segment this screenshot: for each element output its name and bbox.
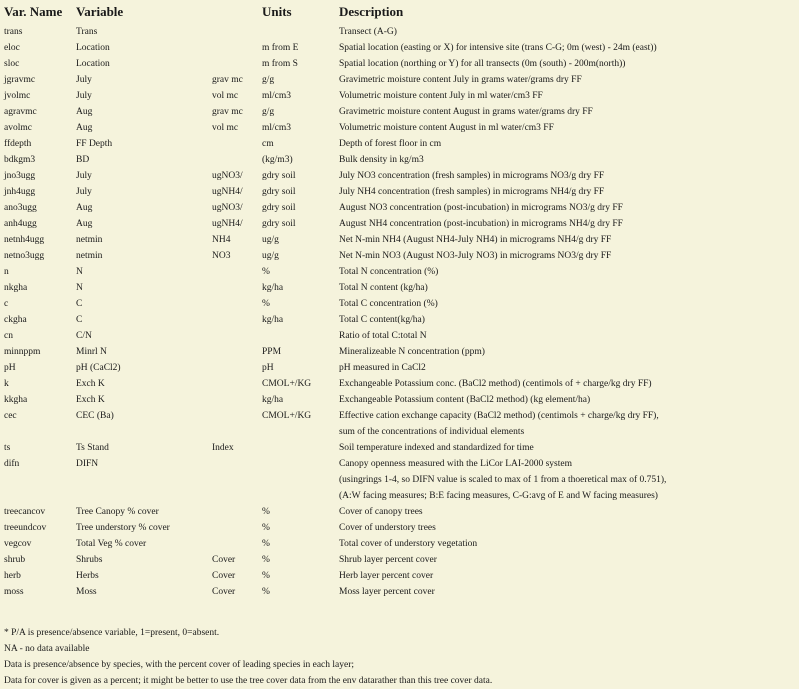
table-row <box>0 88 799 104</box>
description-cell: Total N content (kg/ha) <box>339 283 428 293</box>
table-row <box>0 24 799 40</box>
var-name-cell: agravmc <box>4 107 37 117</box>
description-cell: Cover of canopy trees <box>339 507 423 517</box>
var-name-cell: ffdepth <box>4 139 32 149</box>
units-cell: ug/g <box>262 235 279 245</box>
units-cell: % <box>262 299 270 309</box>
sub-label-cell: ugNO3/ <box>212 203 243 213</box>
description-cell: Shrub layer percent cover <box>339 555 437 565</box>
variable-cell: C/N <box>76 331 92 341</box>
header-description: Description <box>339 4 404 19</box>
var-name-cell: nkgha <box>4 283 28 293</box>
units-cell: cm <box>262 139 274 149</box>
sub-label-cell: vol mc <box>212 91 239 101</box>
table-row <box>0 584 799 600</box>
description-cell: July NO3 concentration (fresh samples) in micrograms NO3/g dry FF <box>339 171 605 181</box>
table-row <box>0 248 799 264</box>
sub-label-cell: ugNO3/ <box>212 171 243 181</box>
description-cell: Volumetric moisture content August in ml water/cm3 FF <box>339 123 554 133</box>
var-name-cell: pH <box>4 363 16 373</box>
var-name-cell: vegcov <box>4 539 32 549</box>
description-cell: sum of the concentrations of individual elements <box>339 427 525 437</box>
variable-cell: Aug <box>76 203 93 213</box>
variable-cell: N <box>76 283 83 293</box>
table-row <box>0 360 799 376</box>
description-cell: Gravimetric moisture content July in grams water/grams dry FF <box>339 75 582 85</box>
sub-label-cell: Cover <box>212 571 236 581</box>
var-name-cell: avolmc <box>4 123 32 133</box>
description-cell: July NH4 concentration (fresh samples) in micrograms NH4/g dry FF <box>339 187 605 197</box>
sub-label-cell: ugNH4/ <box>212 219 243 229</box>
description-cell: Total cover of understory vegetation <box>339 539 478 549</box>
var-name-cell: jno3ugg <box>4 171 36 181</box>
table-row <box>0 472 799 488</box>
description-cell: Volumetric moisture content July in ml water/cm3 FF <box>339 91 543 101</box>
variable-cell: Trans <box>76 27 98 37</box>
description-cell: pH measured in CaCl2 <box>339 363 426 373</box>
table-row <box>0 120 799 136</box>
var-name-cell: jgravmc <box>4 75 36 85</box>
units-cell: ml/cm3 <box>262 91 292 101</box>
sub-label-cell: Index <box>212 443 234 453</box>
variable-cell: Minrl N <box>76 347 107 357</box>
var-name-cell: difn <box>4 459 20 469</box>
description-cell: Spatial location (northing or Y) for all transects (0m (south) - 200m(north)) <box>339 59 626 69</box>
var-name-cell: ano3ugg <box>4 203 37 213</box>
table-row <box>0 40 799 56</box>
units-cell: CMOL+/KG <box>262 379 312 389</box>
units-cell: % <box>262 267 270 277</box>
var-name-cell: jvolmc <box>4 91 31 101</box>
table-row <box>0 136 799 152</box>
variable-cell: FF Depth <box>76 139 113 149</box>
table-row <box>0 296 799 312</box>
description-cell: Net N-min NO3 (August NO3-July NO3) in micrograms NO3/g dry FF <box>339 251 612 261</box>
units-cell: kg/ha <box>262 283 284 293</box>
description-cell: Gravimetric moisture content August in grams water/grams dry FF <box>339 107 593 117</box>
units-cell: ug/g <box>262 251 279 261</box>
var-name-cell: treecancov <box>4 507 46 517</box>
variable-cell: BD <box>76 155 90 165</box>
variable-cell: CEC (Ba) <box>76 411 114 421</box>
table-row <box>0 488 799 504</box>
variable-cell: pH (CaCl2) <box>76 363 121 373</box>
units-cell: PPM <box>262 347 282 357</box>
variable-cell: Aug <box>76 107 93 117</box>
variable-cell: Exch K <box>76 379 105 389</box>
variable-cell: Aug <box>76 123 93 133</box>
units-cell: % <box>262 555 270 565</box>
var-name-cell: n <box>4 267 9 277</box>
units-cell: m from S <box>262 59 298 69</box>
table-row <box>0 376 799 392</box>
description-cell: (A:W facing measures; B:E facing measures, C-G:avg of E and W facing measures) <box>339 491 658 501</box>
footnotes <box>4 625 492 689</box>
table-row <box>0 168 799 184</box>
sub-label-cell: vol mc <box>212 123 239 133</box>
sub-label-cell: Cover <box>212 555 236 565</box>
table-row <box>0 280 799 296</box>
description-cell: Net N-min NH4 (August NH4-July NH4) in micrograms NH4/g dry FF <box>339 235 612 245</box>
table-row <box>0 344 799 360</box>
description-cell: Mineralizeable N concentration (ppm) <box>339 347 485 357</box>
table-row <box>0 328 799 344</box>
table-row <box>0 200 799 216</box>
description-cell: Canopy openness measured with the LiCor LAI-2000 system <box>339 459 572 469</box>
var-name-cell: cn <box>4 331 13 341</box>
variable-cell: netmin <box>76 235 103 245</box>
header-variable: Variable <box>76 4 124 19</box>
description-cell: Spatial location (easting or X) for intensive site (trans C-G; 0m (west) - 24m (east)) <box>339 43 657 53</box>
units-cell: gdry soil <box>262 203 296 213</box>
description-cell: Depth of forest floor in cm <box>339 139 442 149</box>
units-cell: (kg/m3) <box>262 155 293 165</box>
units-cell: % <box>262 523 270 533</box>
description-cell: August NO3 concentration (post-incubation) in micrograms NO3/g dry FF <box>339 203 623 213</box>
description-cell: Cover of understory trees <box>339 523 436 533</box>
variable-cell: Tree understory % cover <box>76 523 170 533</box>
units-cell: ml/cm3 <box>262 123 292 133</box>
description-cell: Total C content(kg/ha) <box>339 315 425 325</box>
table-row <box>0 184 799 200</box>
description-cell: Exchangeable Potassium conc. (BaCl2 method) (centimols of + charge/kg dry FF) <box>339 379 652 389</box>
description-cell: Soil temperature indexed and standardized for time <box>339 443 534 453</box>
description-cell: Transect (A-G) <box>339 27 397 37</box>
description-cell: Moss layer percent cover <box>339 587 435 597</box>
units-cell: kg/ha <box>262 395 284 405</box>
variable-cell: Moss <box>76 587 97 597</box>
table-row <box>0 56 799 72</box>
variable-cell: netmin <box>76 251 103 261</box>
description-cell: Herb layer percent cover <box>339 571 434 581</box>
var-name-cell: netnh4ugg <box>4 235 45 245</box>
footnote-line: Data is presence/absence by species, with the percent cover of leading species in each layer; <box>4 660 355 670</box>
variable-cell: DIFN <box>76 459 99 469</box>
table-row <box>0 568 799 584</box>
units-cell: CMOL+/KG <box>262 411 312 421</box>
table-row <box>0 232 799 248</box>
var-name-cell: minnppm <box>4 347 41 357</box>
description-cell: August NH4 concentration (post-incubation) in micrograms NH4/g dry FF <box>339 219 623 229</box>
variable-cell: Location <box>76 43 110 53</box>
variable-cell: Location <box>76 59 110 69</box>
table-row <box>0 408 799 424</box>
table-row <box>0 72 799 88</box>
units-cell: % <box>262 507 270 517</box>
units-cell: % <box>262 571 270 581</box>
variable-cell: Shrubs <box>76 555 103 565</box>
var-name-cell: eloc <box>4 43 20 53</box>
units-cell: % <box>262 539 270 549</box>
description-cell: Total N concentration (%) <box>339 267 439 277</box>
var-name-cell: moss <box>4 587 24 597</box>
var-name-cell: bdkgm3 <box>4 155 36 165</box>
table-row <box>0 216 799 232</box>
var-name-cell: herb <box>4 571 21 581</box>
variable-cell: C <box>76 299 83 309</box>
sub-label-cell: grav mc <box>212 75 243 85</box>
variable-cell: Herbs <box>76 571 99 581</box>
table-row <box>0 312 799 328</box>
variable-cell: C <box>76 315 83 325</box>
units-cell: % <box>262 587 270 597</box>
table-row <box>0 392 799 408</box>
variable-cell: July <box>76 171 92 181</box>
footnote-line: NA - no data available <box>4 644 90 654</box>
description-cell: (usingrings 1-4, so DIFN value is scaled to max of 1 from a thoeretical max of 0.751), <box>339 475 667 485</box>
header-var-name: Var. Name <box>4 4 63 19</box>
variable-cell: July <box>76 91 92 101</box>
table-row <box>0 424 799 440</box>
description-cell: Ratio of total C:total N <box>339 331 427 341</box>
var-name-cell: k <box>4 379 9 389</box>
var-name-cell: c <box>4 299 9 309</box>
variable-cell: July <box>76 75 92 85</box>
var-name-cell: cec <box>4 411 17 421</box>
variable-cell: Exch K <box>76 395 105 405</box>
description-cell: Effective cation exchange capacity (BaCl2 method) (centimols + charge/kg dry FF), <box>339 411 659 421</box>
var-name-cell: trans <box>4 27 23 37</box>
sub-label-cell: Cover <box>212 587 236 597</box>
var-name-cell: shrub <box>4 555 26 565</box>
footnote-line: Data for cover is given as a percent; it might be better to use the tree cover data from the env datarather than this tree cover data. <box>4 676 493 686</box>
variable-cell: Ts Stand <box>76 443 109 453</box>
units-cell: gdry soil <box>262 219 296 229</box>
description-cell: Bulk density in kg/m3 <box>339 155 424 165</box>
table-row <box>0 456 799 472</box>
description-cell: Exchangeable Potassium content (BaCl2 method) (kg element/ha) <box>339 395 591 405</box>
variable-cell: Tree Canopy % cover <box>76 507 159 517</box>
var-name-cell: anh4ugg <box>4 219 37 229</box>
sub-label-cell: grav mc <box>212 107 243 117</box>
variable-cell: July <box>76 187 92 197</box>
variable-cell: Aug <box>76 219 93 229</box>
table-row <box>0 152 799 168</box>
variable-cell: N <box>76 267 83 277</box>
variable-cell: Total Veg % cover <box>76 539 147 549</box>
table-row <box>0 536 799 552</box>
units-cell: g/g <box>262 107 275 117</box>
table-header <box>0 4 799 22</box>
var-name-cell: ckgha <box>4 315 27 325</box>
variable-table <box>0 24 799 600</box>
units-cell: pH <box>262 363 274 373</box>
sub-label-cell: NH4 <box>212 235 231 245</box>
description-cell: Total C concentration (%) <box>339 299 438 309</box>
table-row <box>0 504 799 520</box>
units-cell: g/g <box>262 75 275 85</box>
footnote-line: * P/A is presence/absence variable, 1=present, 0=absent. <box>4 628 220 638</box>
sub-label-cell: NO3 <box>212 251 231 261</box>
var-name-cell: jnh4ugg <box>4 187 36 197</box>
var-name-cell: ts <box>4 443 11 453</box>
units-cell: gdry soil <box>262 171 296 181</box>
sub-label-cell: ugNH4/ <box>212 187 243 197</box>
table-row <box>0 104 799 120</box>
units-cell: kg/ha <box>262 315 284 325</box>
table-row <box>0 440 799 456</box>
var-name-cell: kkgha <box>4 395 28 405</box>
var-name-cell: netno3ugg <box>4 251 45 261</box>
var-name-cell: treeundcov <box>4 523 47 533</box>
table-row <box>0 264 799 280</box>
table-row <box>0 552 799 568</box>
var-name-cell: sloc <box>4 59 20 69</box>
table-row <box>0 520 799 536</box>
header-units: Units <box>262 4 292 19</box>
units-cell: m from E <box>262 43 299 53</box>
units-cell: gdry soil <box>262 187 296 197</box>
